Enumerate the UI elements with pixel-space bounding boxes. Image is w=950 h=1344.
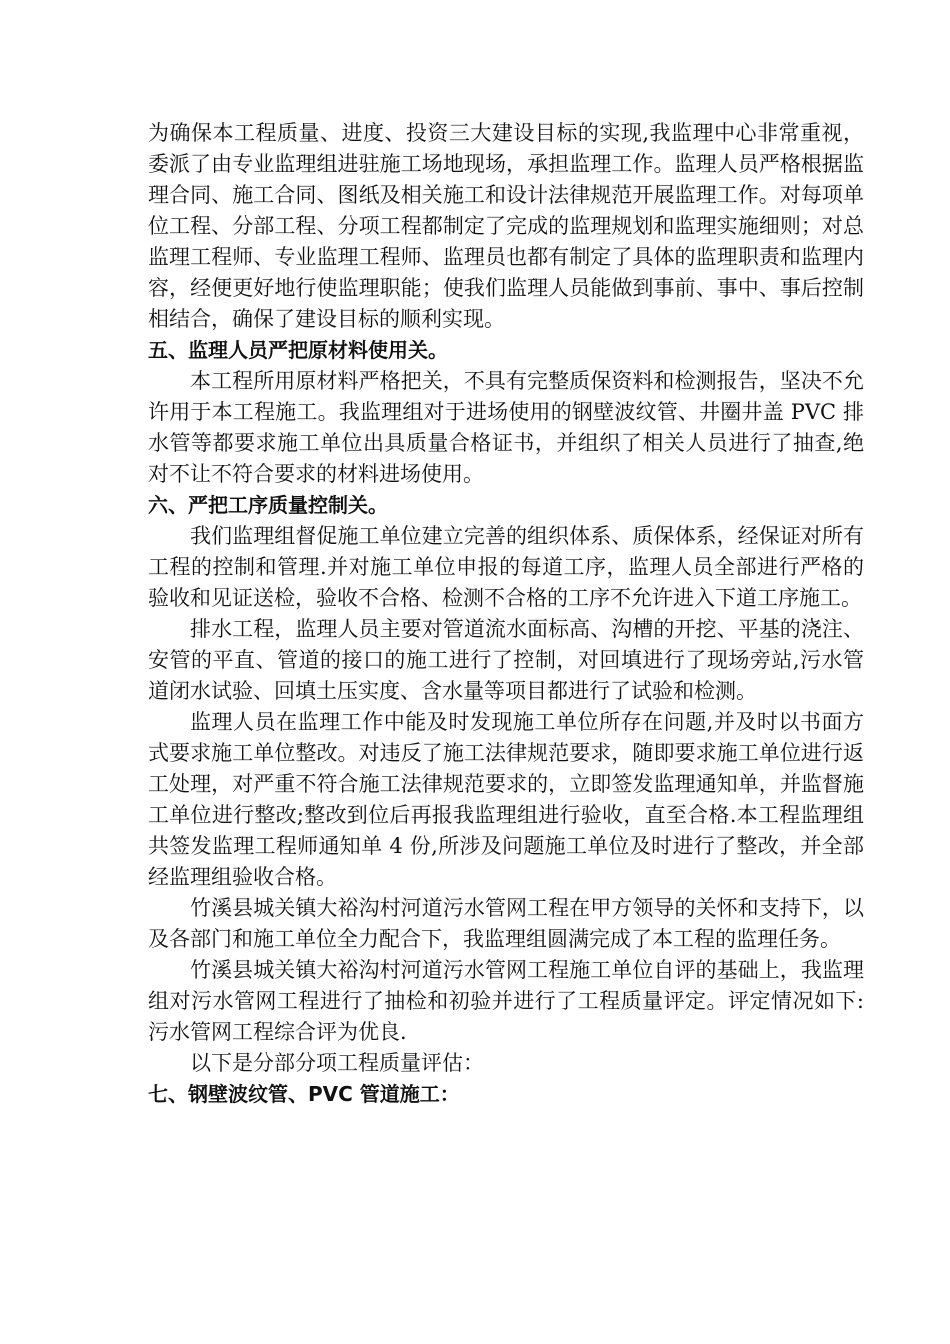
document-page (148, 118, 864, 1110)
paragraph-drainage: 排水工程，监理人员主要对管道流水面标高、沟槽的开挖、平基的浇注、安管的平直、管道的接口的施工进行了控制，对回填进行了现场旁站,污水管道闭水试验、回填土压实度、含水量等项目都进行了试验和检测。 (148, 617, 864, 703)
heading-section-7: 七、钢壁波纹管、PVC 管道施工： (148, 1082, 460, 1106)
paragraph-rectification: 监理人员在监理工作中能及时发现施工单位所存在问题,并及时以书面方式要求施工单位整改。对违反了施工法律规范要求，随即要求施工单位进行返工处理，对严重不符合施工法律规范要求的，立即签发监理通知单，并监督施工单位进行整改;整改到位后再报我监理组进行验收，直至合格.本工程监理组共签发监理工程师通知单 4 份,所涉及问题施工单位及时进行了整改，并全部经监理组验收合格。 (148, 710, 864, 889)
paragraph-completion: 竹溪县城关镇大裕沟村河道污水管网工程在甲方领导的关怀和支持下，以及各部门和施工单位全力配合下，我监理组圆满完成了本工程的监理任务。 (148, 896, 864, 951)
paragraph-following: 以下是分部分项工程质量评估： (190, 1051, 484, 1075)
paragraph-materials: 本工程所用原材料严格把关，不具有完整质保资料和检测报告，坚决不允许用于本工程施工。我监理组对于进场使用的钢壁波纹管、井圈井盖 PVC 排水管等都要求施工单位出具质量合格证书，并组织了相关人员进行了抽查,绝对不让不符合要求的材料进场使用。 (148, 369, 864, 486)
heading-section-5: 五、监理人员严把原材料使用关。 (148, 338, 448, 362)
paragraph-evaluation: 竹溪县城关镇大裕沟村河道污水管网工程施工单位自评的基础上，我监理组对污水管网工程进行了抽检和初验并进行了工程质量评定。评定情况如下:污水管网工程综合评为优良. (148, 958, 864, 1044)
heading-section-6: 六、严把工序质量控制关。 (148, 493, 388, 517)
paragraph-process-control: 我们监理组督促施工单位建立完善的组织体系、质保体系，经保证对所有工程的控制和管理.并对施工单位申报的每道工序，监理人员全部进行严格的验收和见证送检，验收不合格、检测不合格的工序不允许进入下道工序施工。 (148, 524, 864, 610)
paragraph-objectives: 为确保本工程质量、进度、投资三大建设目标的实现,我监理中心非常重视，委派了由专业监理组进驻施工场地现场，承担监理工作。监理人员严格根据监理合同、施工合同、图纸及相关施工和设计法律规范开展监理工作。对每项单位工程、分部工程、分项工程都制定了完成的监理规划和监理实施细则；对总监理工程师、专业监理工程师、监理员也都有制定了具体的监理职责和监理内容，经便更好地行使监理职能；使我们监理人员能做到事前、事中、事后控制相结合，确保了建设目标的顺利实现。 (148, 121, 864, 331)
